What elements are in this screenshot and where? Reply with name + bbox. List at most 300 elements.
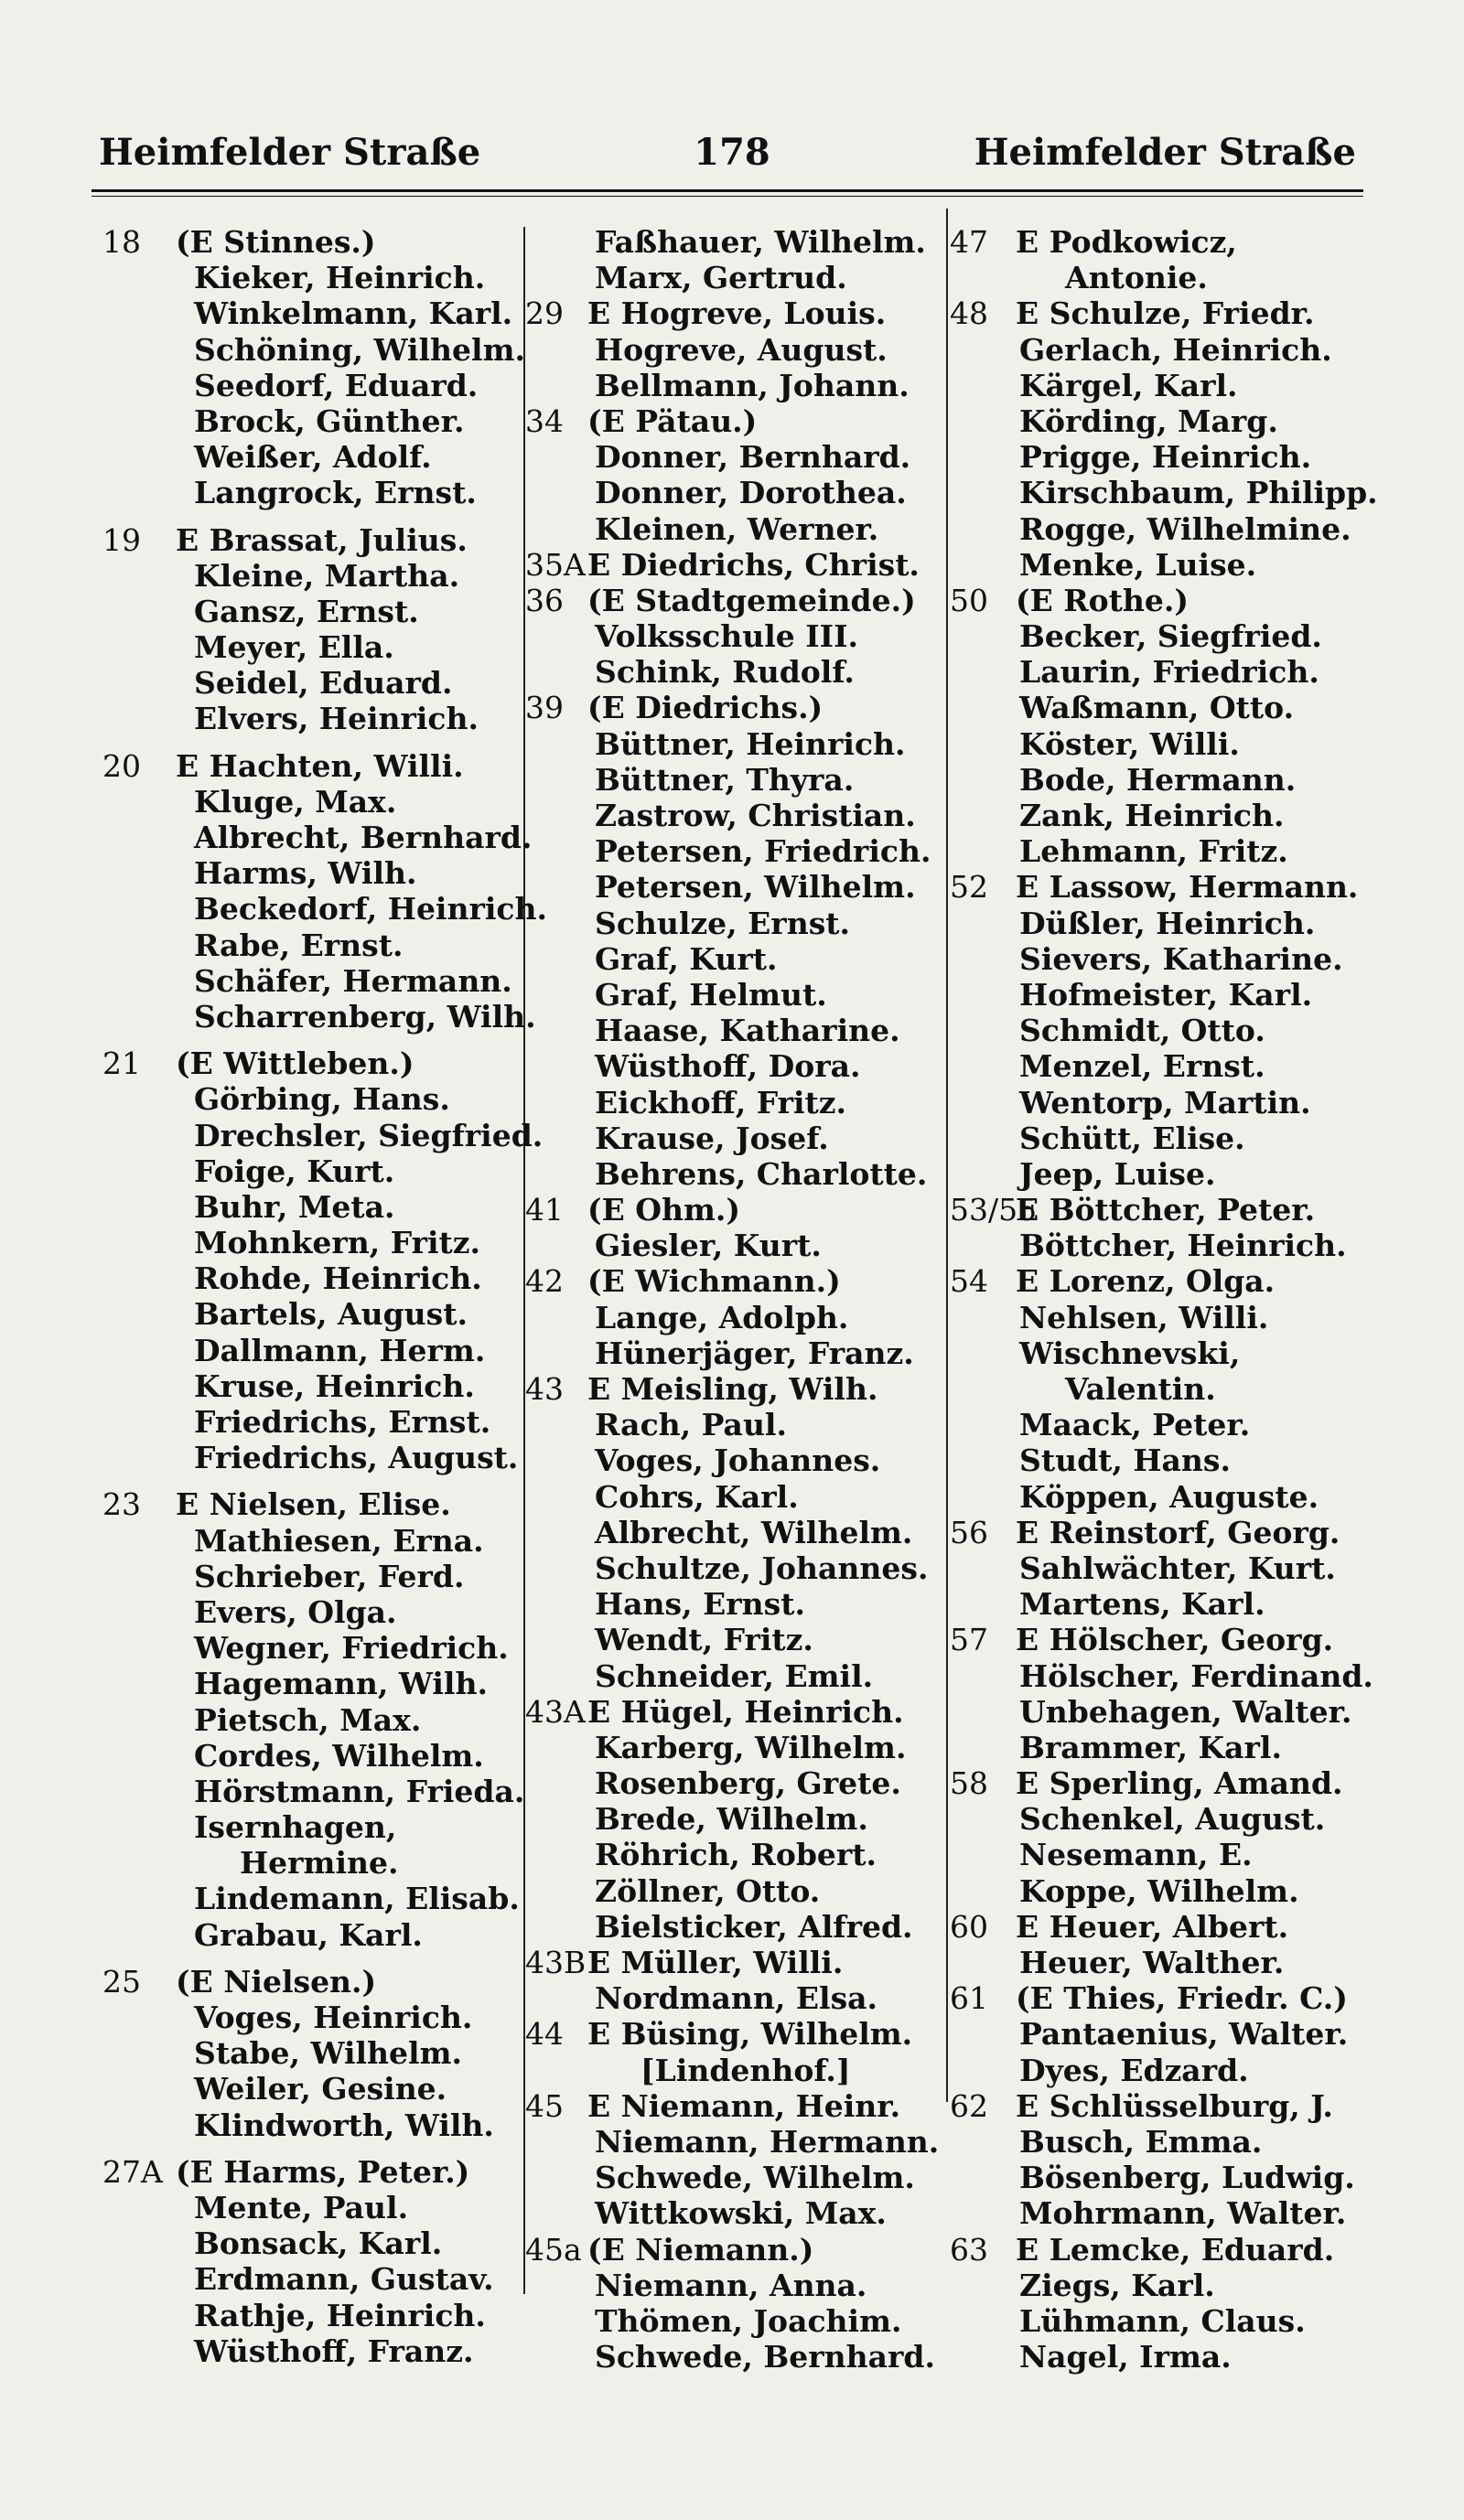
resident-entry: [102, 2225, 533, 2261]
entry-text: Elvers, Heinrich.: [194, 701, 479, 737]
running-head-left: Heimfelder Straße: [99, 131, 481, 174]
entry-text: Schwede, Wilhelm.: [595, 2160, 915, 2196]
resident-entry: [950, 2339, 1380, 2375]
resident-entry: [525, 1658, 946, 1694]
house-number-entry: [102, 1046, 533, 1081]
resident-entry: [102, 594, 533, 629]
entry-text: E Hogreve, Louis.: [587, 295, 887, 332]
resident-entry: [950, 1300, 1380, 1335]
entry-text: Marx, Gertrud.: [595, 260, 847, 296]
entry-text: Lühmann, Claus.: [1019, 2302, 1306, 2339]
entry-text: Körding, Marg.: [1019, 402, 1278, 439]
house-number: 48: [950, 295, 988, 332]
entry-text: E Hachten, Willi.: [176, 747, 464, 784]
resident-entry: [525, 1801, 946, 1837]
entry-text: Schrieber, Ferd.: [194, 1558, 465, 1594]
house-number-entry: [525, 403, 946, 439]
entry-text: Martens, Karl.: [1019, 1586, 1265, 1623]
resident-entry: [950, 906, 1380, 941]
entry-text: E Podkowicz,: [1016, 224, 1237, 260]
resident-entry: [102, 1809, 533, 1845]
entry-text: Rogge, Wilhelmine.: [1019, 510, 1351, 547]
house-number: 29: [525, 295, 564, 332]
entry-text: Petersen, Wilhelm.: [595, 869, 916, 906]
entry-text: Bonsack, Karl.: [194, 2225, 443, 2262]
resident-entry: [525, 869, 946, 905]
entry-text: Ziegs, Karl.: [1019, 2267, 1215, 2303]
resident-entry: [102, 1117, 544, 1153]
entry-text: Voges, Johannes.: [595, 1442, 881, 1479]
resident-entry: [950, 726, 1380, 762]
house-number-entry: [950, 1515, 1380, 1550]
house-number: 25: [102, 1963, 141, 2000]
resident-entry: [102, 855, 533, 891]
house-number-entry: [525, 1371, 946, 1407]
entry-text: (E Stinnes.): [176, 224, 376, 260]
house-number-entry: [950, 224, 1380, 260]
resident-entry: [525, 798, 946, 833]
entry-text: Isernhagen,: [194, 1809, 397, 1846]
resident-entry: [950, 2016, 1380, 2052]
house-number-entry: [525, 583, 946, 618]
entry-text: Wegner, Friedrich.: [194, 1630, 509, 1667]
entry-text: Studt, Hans.: [1019, 1442, 1231, 1479]
house-number: 21: [102, 1046, 141, 1082]
resident-entry: [102, 820, 533, 855]
resident-entry: [102, 1630, 533, 1666]
entry-text: E Diedrichs, Christ.: [587, 546, 920, 583]
resident-entry: [525, 2124, 946, 2160]
entry-text: Lehmann, Fritz.: [1019, 833, 1288, 870]
resident-entry: [525, 833, 946, 869]
entry-text: Böttcher, Heinrich.: [1019, 1228, 1347, 1264]
house-number: 39: [525, 690, 564, 726]
entry-text: Schöning, Wilhelm.: [194, 331, 525, 368]
entry-text: E Müller, Willi.: [587, 1945, 844, 1980]
entry-text: Cohrs, Karl.: [595, 1478, 799, 1515]
resident-entry: [102, 2261, 533, 2297]
resident-entry: [525, 2195, 946, 2231]
entry-text: Brock, Günther.: [194, 402, 465, 439]
house-number: 63: [950, 2231, 988, 2268]
house-number: 45a: [525, 2231, 582, 2268]
resident-entry: [950, 332, 1380, 368]
entry-text: Giesler, Kurt.: [595, 1228, 822, 1264]
entry-text: Rosenberg, Grete.: [595, 1765, 901, 1802]
entry-text: Rathje, Heinrich.: [194, 2297, 486, 2333]
entry-text: Gerlach, Heinrich.: [1019, 331, 1332, 368]
entry-text: Schwede, Bernhard.: [595, 2339, 935, 2375]
entry-text: Graf, Helmut.: [595, 976, 827, 1013]
resident-entry: [950, 1730, 1380, 1765]
house-number-entry: [525, 1192, 946, 1228]
house-number: 18: [102, 224, 141, 260]
house-number-entry: [525, 2016, 946, 2052]
entry-text: Prigge, Heinrich.: [1019, 439, 1312, 476]
resident-entry: [102, 998, 536, 1035]
entry-text: Busch, Emma.: [1019, 2123, 1263, 2160]
entry-text: Nagel, Irma.: [1019, 2339, 1232, 2375]
entry-text: Mathiesen, Erna.: [194, 1522, 484, 1559]
entry-text: Hogreve, August.: [595, 331, 888, 368]
entry-text: Friedrichs, Ernst.: [194, 1404, 491, 1440]
entry-text: E Lemcke, Eduard.: [1016, 2231, 1335, 2268]
entry-text: Petersen, Friedrich.: [595, 833, 931, 870]
entry-text: E Reinstorf, Georg.: [1016, 1514, 1340, 1550]
house-number: 58: [950, 1765, 988, 1802]
house-number: 36: [525, 582, 564, 618]
entry-text: Maack, Peter.: [1019, 1407, 1251, 1443]
entry-text: Mente, Paul.: [194, 2189, 409, 2225]
header-rule: [92, 189, 1363, 192]
resident-entry: [102, 2035, 533, 2071]
entry-text: Krause, Josef.: [595, 1120, 829, 1156]
house-number: 27A: [102, 2153, 163, 2190]
house-number-entry: [102, 1486, 533, 1522]
resident-entry: [102, 2190, 533, 2225]
resident-entry: [950, 1658, 1380, 1694]
house-number-entry: [525, 1945, 946, 1980]
entry-text: Grabau, Karl.: [194, 1916, 423, 1953]
resident-entry: [525, 1730, 946, 1765]
entry-text: Hagemann, Wilh.: [194, 1666, 488, 1702]
entry-text: Bösenberg, Ludwig.: [1019, 2160, 1355, 2196]
resident-entry: [102, 1881, 533, 1916]
resident-entry: [950, 833, 1380, 869]
resident-entry: [525, 1622, 946, 1657]
resident-entry: [525, 1407, 946, 1442]
entry-text: Rabe, Ernst.: [194, 927, 404, 963]
house-number: 54: [950, 1263, 988, 1300]
entry-text: Zöllner, Otto.: [595, 1872, 821, 1909]
resident-entry: [102, 439, 533, 475]
entry-text: Voges, Heinrich.: [194, 2000, 473, 2035]
entry-text: Sahlwächter, Kurt.: [1019, 1550, 1336, 1586]
resident-entry: [950, 2053, 1380, 2088]
house-number-entry: [950, 2232, 1380, 2268]
entry-text: Schink, Rudolf.: [595, 654, 855, 691]
entry-text: Hermine.: [240, 1845, 399, 1882]
entry-text: Röhrich, Robert.: [595, 1837, 877, 1873]
house-number: 52: [950, 869, 988, 906]
resident-entry: [950, 1479, 1380, 1515]
resident-entry: [950, 368, 1380, 403]
resident-entry: [525, 1228, 946, 1263]
header-rule-thin: [92, 196, 1363, 197]
entry-text: Jeep, Luise.: [1019, 1155, 1216, 1192]
entry-text: Wittkowski, Max.: [595, 2195, 887, 2232]
entry-text: Beckedorf, Heinrich.: [194, 891, 547, 928]
resident-entry: [950, 2160, 1380, 2195]
entry-text: Hofmeister, Karl.: [1019, 976, 1313, 1013]
resident-entry: [950, 1371, 1380, 1407]
directory-column-2: [525, 224, 946, 2375]
resident-entry: [525, 2303, 946, 2339]
house-number: 43A: [525, 1693, 586, 1730]
entry-text: Karberg, Wilhelm.: [595, 1729, 907, 1765]
resident-entry: [102, 368, 533, 403]
page-number: 178: [694, 131, 770, 174]
resident-entry: [950, 1156, 1380, 1192]
resident-entry: [950, 690, 1380, 725]
resident-entry: [950, 1550, 1380, 1586]
resident-entry: [950, 260, 1380, 295]
house-number: 43: [525, 1371, 564, 1407]
entry-text: E Heuer, Albert.: [1016, 1908, 1289, 1945]
entry-text: Faßhauer, Wilhelm.: [595, 224, 926, 260]
resident-entry: [950, 1442, 1380, 1478]
resident-entry: [525, 332, 946, 368]
column-divider: [946, 209, 948, 2102]
resident-entry: [525, 1909, 946, 1945]
resident-entry: [102, 1153, 533, 1189]
entry-text: Schulze, Ernst.: [595, 905, 851, 941]
entry-text: Eickhoff, Fritz.: [595, 1084, 846, 1121]
entry-text: Kärgel, Karl.: [1019, 367, 1238, 403]
house-number: 50: [950, 582, 988, 618]
house-number-entry: [525, 690, 946, 725]
entry-text: Cordes, Wilhelm.: [194, 1737, 484, 1774]
entry-text: Langrock, Ernst.: [194, 475, 477, 511]
resident-entry: [950, 941, 1380, 977]
entry-text: Kirschbaum, Philipp.: [1019, 475, 1378, 511]
entry-text: Lange, Adolph.: [595, 1299, 849, 1335]
house-number-entry: [102, 2154, 533, 2190]
entry-text: Antonie.: [1065, 260, 1208, 296]
resident-entry: [950, 1694, 1380, 1730]
resident-entry: [525, 1586, 946, 1622]
entry-text: Rach, Paul.: [595, 1407, 787, 1443]
resident-entry: [525, 1479, 946, 1515]
house-number-entry: [950, 1909, 1380, 1945]
resident-entry: [102, 1081, 533, 1117]
entry-text: Evers, Olga.: [194, 1593, 397, 1630]
house-number: 53/55: [950, 1192, 1038, 1228]
resident-entry: [102, 1666, 533, 1701]
entry-text: Schultze, Johannes.: [595, 1550, 929, 1586]
entry-text: (E Wichmann.): [587, 1263, 841, 1300]
resident-entry: [102, 1225, 533, 1260]
resident-entry: [525, 977, 946, 1013]
entry-text: Haase, Katharine.: [595, 1013, 900, 1049]
resident-entry: [102, 784, 533, 820]
entry-text: Büttner, Thyra.: [595, 761, 855, 798]
resident-entry: [950, 654, 1380, 690]
entry-text: Zank, Heinrich.: [1019, 798, 1285, 833]
entry-text: Kleine, Martha.: [194, 557, 460, 594]
entry-text: E Böttcher, Peter.: [1016, 1192, 1316, 1228]
entry-text: Drechsler, Siegfried.: [194, 1117, 544, 1153]
entry-text: Bellmann, Johann.: [595, 367, 910, 403]
house-number-entry: [102, 1964, 533, 2000]
entry-text: E Hügel, Heinrich.: [587, 1693, 904, 1730]
entry-text: (E Niemann.): [587, 2231, 814, 2268]
entry-text: Lindemann, Elisab.: [194, 1881, 520, 1917]
resident-entry: [102, 963, 533, 999]
entry-text: Nesemann, E.: [1019, 1837, 1253, 1873]
entry-text: Kluge, Max.: [194, 783, 397, 820]
resident-entry: [525, 1980, 946, 2016]
entry-text: (E Wittleben.): [176, 1046, 414, 1082]
entry-text: Brede, Wilhelm.: [595, 1801, 868, 1838]
house-number-entry: [525, 547, 946, 583]
resident-entry: [950, 547, 1380, 583]
house-number-entry: [525, 1263, 946, 1299]
resident-entry: [950, 2303, 1380, 2339]
resident-entry: [525, 654, 946, 690]
entry-text: Dyes, Edzard.: [1019, 2052, 1249, 2088]
house-number: 62: [950, 2087, 988, 2124]
resident-entry: [950, 1873, 1380, 1909]
resident-entry: [102, 332, 533, 368]
entry-text: Schäfer, Hermann.: [194, 962, 512, 999]
resident-entry: [102, 1368, 533, 1404]
resident-entry: [102, 1333, 533, 1368]
entry-text: Pietsch, Max.: [194, 1701, 422, 1738]
entry-text: Seidel, Eduard.: [194, 665, 453, 702]
entry-text: (E Nielsen.): [176, 1963, 377, 2000]
entry-text: E Hölscher, Georg.: [1016, 1622, 1334, 1658]
resident-entry: [102, 665, 533, 701]
entry-text: Unbehagen, Walter.: [1019, 1693, 1352, 1730]
resident-entry: [102, 1260, 533, 1296]
entry-text: Wischnevski,: [1019, 1335, 1241, 1371]
house-number-entry: [950, 869, 1380, 905]
entry-text: Weißer, Adolf.: [194, 439, 432, 476]
entry-text: Hünerjäger, Franz.: [595, 1335, 914, 1371]
entry-text: (E Stadtgemeinde.): [587, 582, 916, 618]
entry-text: Menzel, Ernst.: [1019, 1048, 1265, 1085]
resident-entry: [102, 1702, 533, 1738]
entry-text: Koppe, Wilhelm.: [1019, 1872, 1299, 1909]
resident-entry: [525, 1765, 946, 1801]
entry-text: (E Thies, Friedr. C.): [1016, 1980, 1348, 2017]
resident-entry: [102, 260, 533, 295]
resident-entry: [102, 2000, 533, 2035]
entry-text: E Büsing, Wilhelm.: [587, 2016, 913, 2053]
entry-text: Friedrichs, August.: [194, 1440, 519, 1476]
resident-entry: [525, 1550, 946, 1586]
house-number-entry: [525, 295, 946, 331]
entry-text: E Schlüsselburg, J.: [1016, 2087, 1333, 2124]
resident-entry: [102, 1594, 533, 1630]
resident-entry: [950, 1048, 1380, 1084]
resident-entry: [102, 1440, 533, 1475]
house-number: 47: [950, 224, 988, 260]
entry-text: E Nielsen, Elise.: [176, 1486, 451, 1523]
resident-entry: [102, 295, 533, 331]
entry-text: Görbing, Hans.: [194, 1081, 450, 1118]
entry-text: Schütt, Elise.: [1019, 1120, 1245, 1156]
house-number: 41: [525, 1192, 564, 1228]
resident-entry: [525, 1085, 946, 1121]
entry-text: Nordmann, Elsa.: [595, 1980, 878, 2017]
resident-entry: [525, 1335, 946, 1371]
entry-text: Seedorf, Eduard.: [194, 367, 479, 403]
entry-text: Foige, Kurt.: [194, 1153, 395, 1189]
entry-text: Schneider, Emil.: [595, 1657, 874, 1694]
house-number: 43B: [525, 1945, 587, 1980]
entry-text: Köster, Willi.: [1019, 725, 1240, 762]
entry-text: Laurin, Friedrich.: [1019, 654, 1319, 691]
entry-text: Büttner, Heinrich.: [595, 725, 906, 762]
entry-text: Kleinen, Werner.: [595, 510, 879, 547]
entry-text: Erdmann, Gustav.: [194, 2261, 494, 2298]
resident-entry: [525, 726, 946, 762]
entry-text: Stabe, Wilhelm.: [194, 2035, 462, 2072]
entry-text: [Lindenhof.]: [640, 2052, 851, 2088]
entry-text: Harms, Wilh.: [194, 855, 417, 892]
entry-text: Bartels, August.: [194, 1296, 468, 1333]
entry-text: Buhr, Meta.: [194, 1188, 395, 1225]
entry-text: Heuer, Walther.: [1019, 1945, 1285, 1980]
entry-text: Kruse, Heinrich.: [194, 1367, 475, 1404]
resident-entry: [102, 1296, 533, 1332]
entry-text: Düßler, Heinrich.: [1019, 905, 1316, 941]
house-number-entry: [950, 1622, 1380, 1657]
resident-entry: [102, 2107, 533, 2143]
house-number: 19: [102, 521, 141, 558]
house-number-entry: [950, 1765, 1380, 1801]
resident-entry: [525, 2268, 946, 2303]
house-number: 35A: [525, 546, 586, 583]
resident-entry: [950, 2268, 1380, 2303]
resident-entry: [950, 1837, 1380, 1872]
entry-text: Waßmann, Otto.: [1019, 690, 1295, 726]
resident-entry: [525, 2053, 946, 2088]
entry-text: Kieker, Heinrich.: [194, 260, 486, 296]
entry-text: E Sperling, Amand.: [1016, 1765, 1343, 1802]
entry-text: E Brassat, Julius.: [176, 521, 468, 558]
resident-entry: [525, 368, 946, 403]
house-number-entry: [102, 522, 533, 558]
resident-entry: [525, 1837, 946, 1872]
resident-entry: [950, 1013, 1380, 1048]
resident-entry: [950, 762, 1380, 798]
entry-text: E Meisling, Wilh.: [587, 1371, 878, 1407]
resident-entry: [950, 618, 1380, 654]
entry-text: Dallmann, Herm.: [194, 1332, 486, 1368]
resident-entry: [525, 2160, 946, 2195]
resident-entry: [102, 2333, 533, 2369]
entry-text: Hörstmann, Frieda.: [194, 1773, 525, 1809]
entry-text: Volksschule III.: [595, 618, 859, 655]
resident-entry: [525, 439, 946, 475]
resident-entry: [102, 891, 547, 928]
entry-text: (E Ohm.): [587, 1192, 741, 1228]
house-number-entry: [102, 748, 533, 784]
entry-text: Donner, Dorothea.: [595, 475, 907, 511]
resident-entry: [525, 1442, 946, 1478]
house-number: 44: [525, 2016, 564, 2053]
entry-text: Hölscher, Ferdinand.: [1019, 1657, 1373, 1694]
house-number: 23: [102, 1486, 141, 1523]
house-number-entry: [525, 2088, 946, 2124]
entry-text: (E Harms, Peter.): [176, 2153, 470, 2190]
resident-entry: [950, 439, 1380, 475]
entry-text: Schenkel, August.: [1019, 1801, 1326, 1838]
resident-entry: [525, 2339, 946, 2375]
house-number: 42: [525, 1263, 564, 1300]
resident-entry: [525, 1515, 946, 1550]
house-number: 56: [950, 1514, 988, 1550]
entry-text: Valentin.: [1065, 1371, 1216, 1407]
resident-entry: [102, 475, 533, 510]
entry-text: Menke, Luise.: [1019, 546, 1257, 583]
resident-entry: [102, 1917, 533, 1953]
entry-text: Nehlsen, Willi.: [1019, 1299, 1269, 1335]
resident-entry: [102, 1404, 533, 1440]
